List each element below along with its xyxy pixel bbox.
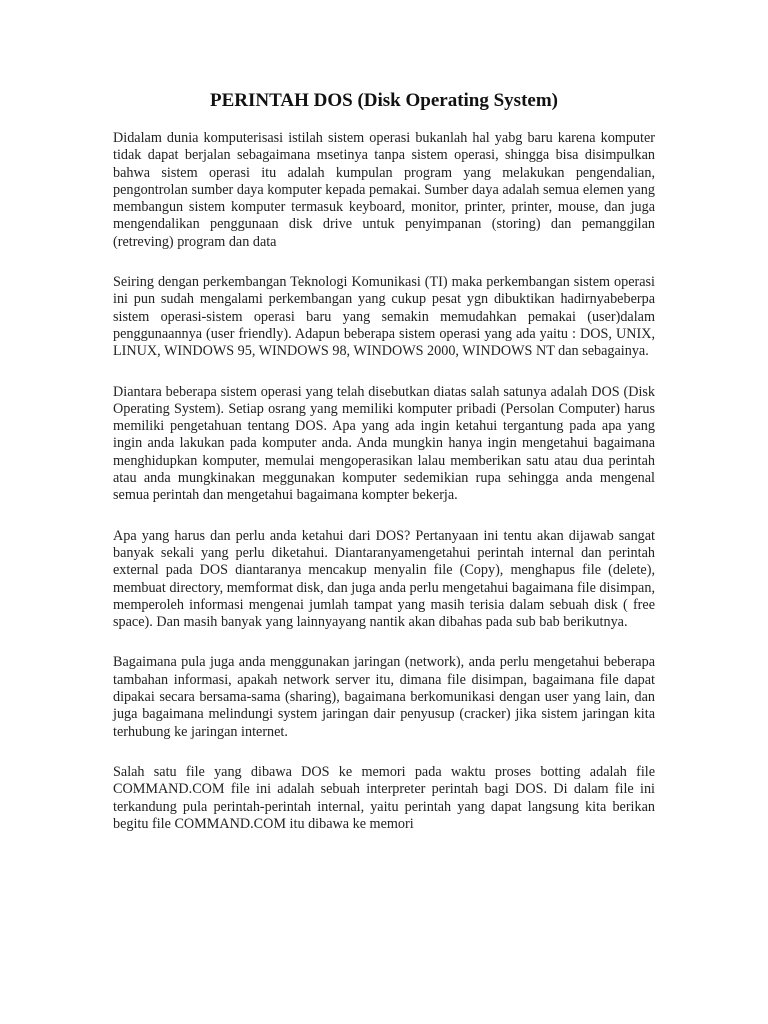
document-title: PERINTAH DOS (Disk Operating System)	[210, 90, 558, 111]
paragraph-os-development: Seiring dengan perkembangan Teknologi Komunikasi (TI) maka perkembangan sistem operasi ini pun sudah mengalami perkembangan yang cukup pesat ygn dibuktikan hadirnyabeberpa sistem operasi-sistem operasi baru yang semakin memudahkan pemakai (user)dalam penggunaannya (user friendly). Adapun beberapa sistem operasi yang ada yaitu : DOS, UNIX, LINUX, WINDOWS 95, WINDOWS 98, WINDOWS 2000, WINDOWS NT dan sebagainya.	[113, 274, 655, 360]
paragraph-command-com: Salah satu file yang dibawa DOS ke memori pada waktu proses botting adalah file COMMAND.COM file ini adalah sebuah interpreter perintah bagi DOS. Di dalam file ini terkandung pula perintah-perintah internal, yaitu perintah yang dapat langsung kita berikan begitu file COMMAND.COM itu dibawa ke memori	[113, 763, 655, 832]
paragraph-network: Bagaimana pula juga anda menggunakan jaringan (network), anda perlu mengetahui beberapa tambahan informasi, apakah network server itu, dimana file disimpan, bagaimana file dapat dipakai secara bersama-sama (sharing), bagaimana berkomunikasi dengan user yang lain, dan juga bagaimana melindungi system jaringan dair penyusup (cracker) jika sistem jaringan kita terhubung ke jaringan internet.	[113, 654, 655, 740]
paragraph-intro-operating-system: Didalam dunia komputerisasi istilah sistem operasi bukanlah hal yabg baru karena komputer tidak dapat berjalan sebagaimana msetinya tanpa sistem operasi, shingga bisa disimpulkan bahwa sistem operasi itu adalah kumpulan program yang melakukan pengendalian, pengontrolan sumber daya komputer kepada pemakai. Sumber daya adalah semua elemen yang membangun sistem komputer termasuk keyboard, monitor, printer, printer, mouse, dan juga mengendalikan penggunaan disk drive untuk penyimpanan (storing) dan pemanggilan (retreving) program dan data	[113, 130, 655, 250]
document-body	[113, 130, 655, 856]
paragraph-dos-knowledge: Diantara beberapa sistem operasi yang telah disebutkan diatas salah satunya adalah DOS (Disk Operating System). Setiap osrang yang memiliki komputer pribadi (Persolan Computer) harus memiliki pengetahuan tentang DOS. Apa yang ada ingin ketahui tergantung pada apa yang ingin anda lakukan pada komputer anda. Anda mungkin hanya ingin mengetahui bagaimana menghidupkan komputer, memulai mengoperasikan lalau memberikan satu atau dua perintah atau anda mungkinakan meggunakan komputer sedemikian rupa sehingga anda mengenal semua perintah dan mengetahui bagaimana kompter bekerja.	[113, 383, 655, 504]
paragraph-dos-commands: Apa yang harus dan perlu anda ketahui dari DOS? Pertanyaan ini tentu akan dijawab sangat banyak sekali yang perlu diketahui. Diantaranyamengetahui perintah internal dan perintah external pada DOS diantaranya mencakup menyalin file (Copy), menghapus file (delete), membuat directory, memformat disk, dan juga anda perlu mengetahui bagaimana file disimpan, memperoleh informasi mengenai jumlah tampat yang masih terisia dalam sebuah disk ( free space). Dan masih banyak yang lainnyayang nantik akan dibahas pada sub bab berikutnya.	[113, 527, 655, 631]
